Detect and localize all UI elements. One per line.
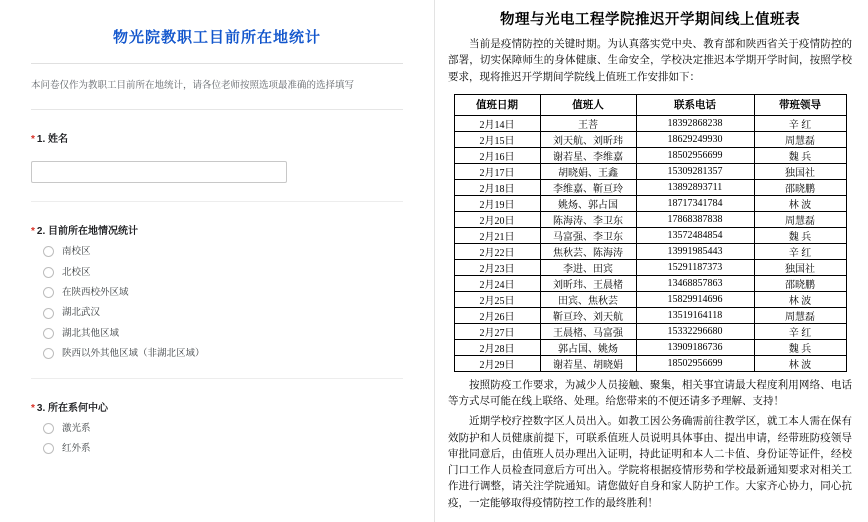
table-cell: 王晨楮、马富强 <box>540 323 636 339</box>
table-cell: 2月17日 <box>454 163 540 179</box>
option-row-infrared-dept[interactable] <box>31 443 403 454</box>
question-number-2: 2. <box>36 226 46 238</box>
column-header-phone: 联系电话 <box>636 94 754 115</box>
column-header-leader: 带班领导 <box>754 94 846 115</box>
pane-divider <box>434 0 435 522</box>
table-cell: 18392868238 <box>636 115 754 131</box>
name-input[interactable] <box>31 161 287 183</box>
table-row <box>454 323 846 339</box>
table-cell: 周慧磊 <box>754 211 846 227</box>
table-cell: 姚炀、郭占国 <box>540 195 636 211</box>
radio-icon[interactable] <box>43 267 54 278</box>
option-row-south-campus[interactable] <box>31 246 403 257</box>
table-cell: 2月22日 <box>454 243 540 259</box>
radio-icon[interactable] <box>43 328 54 339</box>
table-cell: 林 波 <box>754 355 846 371</box>
table-cell: 2月20日 <box>454 211 540 227</box>
table-cell: 2月14日 <box>454 115 540 131</box>
question-text-1: 姓名 <box>48 134 69 146</box>
table-cell: 谢若星、胡晓娟 <box>540 355 636 371</box>
table-cell: 辛 红 <box>754 243 846 259</box>
table-row <box>454 259 846 275</box>
table-cell: 15291187373 <box>636 259 754 275</box>
question-block-location <box>31 202 403 359</box>
table-cell: 胡晓娟、王鑫 <box>540 163 636 179</box>
title-divider <box>31 63 403 64</box>
table-cell: 林 波 <box>754 291 846 307</box>
table-cell: 邵晓鹏 <box>754 275 846 291</box>
option-label: 南校区 <box>62 246 91 258</box>
table-cell: 李进、田宾 <box>540 259 636 275</box>
table-cell: 13572484854 <box>636 227 754 243</box>
option-label: 北校区 <box>62 266 91 278</box>
table-cell: 魏 兵 <box>754 339 846 355</box>
table-cell: 靳亘玲、刘天航 <box>540 307 636 323</box>
table-cell: 13892893711 <box>636 179 754 195</box>
table-cell: 2月18日 <box>454 179 540 195</box>
option-row-outside-shaanxi[interactable] <box>31 348 403 359</box>
table-cell: 15829914696 <box>636 291 754 307</box>
page-title: 物光院教职工目前所在地统计 <box>112 29 321 46</box>
question-number-3: 3. <box>36 402 46 414</box>
table-row <box>454 211 846 227</box>
table-cell: 2月28日 <box>454 339 540 355</box>
document-pane <box>434 0 868 522</box>
document-paragraph-1: 当前是疫情防控的关键时期。为认真落实党中央、教育部和陕西省关于疫情防控的部署，切实保障师生的身体健康、生命安全，学校决定推迟本学期开学时间，按照学校要求，现将推迟开学期间学院线上值班工作安排如下： <box>448 39 852 83</box>
table-cell: 18502956699 <box>636 147 754 163</box>
question-block-department <box>31 379 403 455</box>
table-cell: 2月26日 <box>454 307 540 323</box>
option-label: 湖北武汉 <box>62 307 101 319</box>
question-label-department <box>31 399 403 414</box>
table-cell: 13519164118 <box>636 307 754 323</box>
table-cell: 辛 红 <box>754 115 846 131</box>
table-cell: 13468857863 <box>636 275 754 291</box>
document-paragraph-2: 按照防疫工作要求，为减少人员接触、聚集，相关事宜请最大程度利用网络、电话等方式尽可能在线上联络、处理。给您带来的不便还请多予理解、支持！ <box>448 379 852 408</box>
table-cell: 2月21日 <box>454 227 540 243</box>
table-cell: 独国社 <box>754 163 846 179</box>
option-label: 激光系 <box>62 422 91 434</box>
table-cell: 15332296680 <box>636 323 754 339</box>
duty-roster-table <box>454 94 847 372</box>
question-label-location <box>31 222 403 237</box>
option-label: 陕西以外其他区域（非湖北区域） <box>62 348 205 360</box>
table-row <box>454 275 846 291</box>
option-label: 红外系 <box>62 442 91 454</box>
table-cell: 18502956699 <box>636 355 754 371</box>
table-row <box>454 195 846 211</box>
table-row <box>454 243 846 259</box>
radio-icon[interactable] <box>43 443 54 454</box>
table-cell: 2月25日 <box>454 291 540 307</box>
table-row <box>454 147 846 163</box>
option-label: 在陕西校外区域 <box>62 286 129 298</box>
table-cell: 2月27日 <box>454 323 540 339</box>
table-cell: 郭占国、姚炀 <box>540 339 636 355</box>
table-row <box>454 355 846 371</box>
table-cell: 魏 兵 <box>754 147 846 163</box>
table-cell: 刘天航、刘昕玮 <box>540 131 636 147</box>
document-paragraph-3: 近期学校疗控数字区人员出入。如教工因公务确需前往教学区，就工本人需在保有效防护和人员健康前提下，可联系值班人员说明具体事由、提出申请，经带班防疫领导审批同意后，由值班人员办理出入证明，持此证明和本人二卡值、身份证等证件，经校门口工作人员检查同意后方可出入。学院将根据疫情形势和学校最新通知要求对相关工作进行调整，请关注学院通知。请您做好自身和家人防护工作。大家齐心协力，同心抗疫，一定能够取得疫情防控工作的最终胜利！ <box>448 416 852 509</box>
option-row-wuhan[interactable] <box>31 307 403 318</box>
table-cell: 2月19日 <box>454 195 540 211</box>
table-cell: 2月16日 <box>454 147 540 163</box>
table-cell: 辛 红 <box>754 323 846 339</box>
option-row-shaanxi-offcampus[interactable] <box>31 287 403 298</box>
required-asterisk-1: * <box>31 134 35 146</box>
table-cell: 李维嘉、靳亘玲 <box>540 179 636 195</box>
table-row <box>454 339 846 355</box>
table-cell: 2月24日 <box>454 275 540 291</box>
radio-icon[interactable] <box>43 246 54 257</box>
document-title: 物理与光电工程学院推迟开学期间线上值班表 <box>500 12 800 28</box>
table-cell: 18629249930 <box>636 131 754 147</box>
table-cell: 邵晓鹏 <box>754 179 846 195</box>
table-cell: 13991985443 <box>636 243 754 259</box>
table-cell: 林 波 <box>754 195 846 211</box>
table-cell: 18717341784 <box>636 195 754 211</box>
required-asterisk-3: * <box>31 402 35 414</box>
question-block-name <box>31 110 403 183</box>
table-cell: 周慧磊 <box>754 307 846 323</box>
table-cell: 谢若星、李维嘉 <box>540 147 636 163</box>
table-cell: 陈海涛、李卫东 <box>540 211 636 227</box>
form-description: 本问卷仅作为教职工目前所在地统计，请各位老师按照选项最准确的选择填写 <box>31 80 355 91</box>
table-header-row <box>454 94 846 115</box>
table-row <box>454 179 846 195</box>
table-row <box>454 131 846 147</box>
table-cell: 焦秋芸、陈海涛 <box>540 243 636 259</box>
column-header-date: 值班日期 <box>454 94 540 115</box>
radio-icon[interactable] <box>43 308 54 319</box>
radio-icon[interactable] <box>43 348 54 359</box>
option-row-north-campus[interactable] <box>31 267 403 278</box>
table-row <box>454 307 846 323</box>
radio-icon[interactable] <box>43 423 54 434</box>
option-row-hubei-other[interactable] <box>31 328 403 339</box>
table-cell: 魏 兵 <box>754 227 846 243</box>
table-cell: 田宾、焦秋芸 <box>540 291 636 307</box>
question-text-2: 目前所在地情况统计 <box>48 226 139 238</box>
table-cell: 刘昕玮、王晨楮 <box>540 275 636 291</box>
table-cell: 2月15日 <box>454 131 540 147</box>
table-cell: 独国社 <box>754 259 846 275</box>
table-row <box>454 227 846 243</box>
table-cell: 15309281357 <box>636 163 754 179</box>
table-row <box>454 115 846 131</box>
table-row <box>454 163 846 179</box>
required-asterisk-2: * <box>31 226 35 238</box>
table-cell: 2月23日 <box>454 259 540 275</box>
table-row <box>454 291 846 307</box>
radio-icon[interactable] <box>43 287 54 298</box>
table-cell: 2月29日 <box>454 355 540 371</box>
table-cell: 17868387838 <box>636 211 754 227</box>
question-text-3: 所在系何中心 <box>48 402 109 414</box>
table-cell: 王菩 <box>540 115 636 131</box>
question-number-1: 1. <box>36 134 46 146</box>
question-label-name <box>31 130 403 145</box>
option-label: 湖北其他区域 <box>62 327 120 339</box>
table-cell: 马富强、李卫东 <box>540 227 636 243</box>
column-header-person: 值班人 <box>540 94 636 115</box>
option-row-laser-dept[interactable] <box>31 423 403 434</box>
table-cell: 周慧磊 <box>754 131 846 147</box>
table-cell: 13909186736 <box>636 339 754 355</box>
